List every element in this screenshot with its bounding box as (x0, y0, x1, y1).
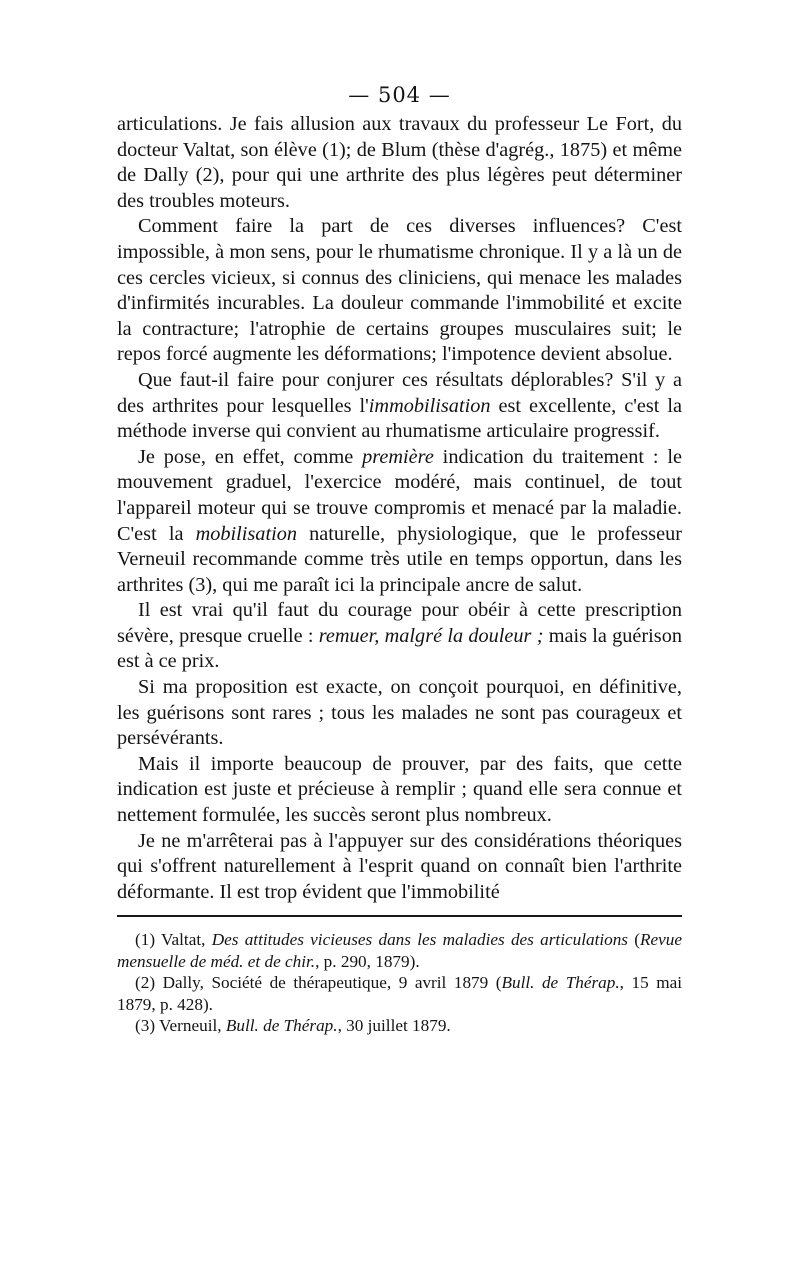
paragraph-5 (117, 598, 682, 675)
footnote-1 (117, 929, 682, 972)
footnote-1-text-b: ( (628, 930, 641, 950)
footnote-3-journal: Bull. de Thérap. (225, 1016, 338, 1036)
paragraph-4-emphasis-1: première (362, 445, 434, 468)
paragraph-5-text-a: Il est vrai qu'il faut du courage pour obéir à cette prescription sévère, presque cruelle : (117, 599, 682, 647)
paragraph-7: Mais il importe beaucoup de prouver, par des faits, que cette indication est juste et précieuse à remplir ; quand elle sera connue et nettement formulée, les succès seront plus nombreux. (117, 752, 682, 827)
paragraph-4 (117, 445, 682, 599)
page-number: — 504 — (348, 83, 451, 107)
paragraph-3 (117, 368, 682, 445)
paragraph-3-text-b: est excellente, c'est la méthode inverse qui convient au rhumatisme articulaire progressif. (117, 394, 682, 443)
footnote-1-text-a: (1) Valtat, (135, 930, 212, 950)
paragraph-4-text-a: Je pose, en effet, comme (138, 445, 363, 468)
footnote-1-journal: Revue mensuelle de méd. et de chir. (117, 930, 682, 971)
footnote-3-text-a: (3) Verneuil, (135, 1016, 226, 1036)
paragraph-1: articulations. Je fais allusion aux travaux du professeur Le Fort, du docteur Valtat, son élève (1); de Blum (thèse d'agrég., 1875) et même de Dally (2), pour qui une arthrite des plus légères peut déterminer des troubles moteurs. (117, 113, 682, 212)
footnote-1-text-c: , p. 290, 1879). (315, 951, 420, 971)
footnote-2-text-b: , 15 mai 1879, p. 428). (117, 973, 682, 1014)
footnote-3 (117, 1015, 682, 1037)
paragraph-4-emphasis-2: mobilisation (195, 522, 297, 545)
footnote-divider (117, 915, 682, 917)
book-page (117, 82, 682, 1037)
footnote-2 (117, 972, 682, 1015)
footnote-3-text-b: , 30 juillet 1879. (337, 1016, 451, 1036)
paragraph-4-text-c: naturelle, physiologique, que le professeur Verneuil recommande comme très utile en temps opportun, dans les arthrites (3), qui me paraît ici la principale ancre de salut. (117, 522, 682, 596)
paragraph-4-text-b: indication du traitement : le mouvement graduel, l'exercice modéré, mais continuel, de tout l'appareil moteur qui se trouve compromis et menacé par la maladie. C'est la (117, 445, 682, 545)
paragraph-3-emphasis: immobilisation (368, 394, 491, 417)
footnote-2-text-a: (2) Dally, Société de thérapeutique, 9 avril 1879 ( (135, 973, 502, 993)
footnote-2-journal: Bull. de Thérap. (501, 973, 620, 993)
paragraph-2: Comment faire la part de ces diverses influences? C'est impossible, à mon sens, pour le rhumatisme chronique. Il y a là un de ces cercles vicieux, si connus des cliniciens, qui menace les malades d'infirmités incurables. La douleur commande l'immobilité et excite la contracture; l'atrophie de certains groupes musculaires suit; le repos forcé augmente les déformations; l'impotence devient absolue. (117, 215, 682, 366)
footnotes (117, 929, 682, 1037)
body-text (117, 112, 682, 905)
paragraph-5-emphasis: remuer, malgré la douleur ; (318, 624, 544, 647)
paragraph-6: Si ma proposition est exacte, on conçoit pourquoi, en définitive, les guérisons sont rares ; tous les malades ne sont pas courageux et persévérants. (117, 676, 682, 750)
footnote-1-title: Des attitudes vicieuses dans les maladies des articulations (211, 930, 628, 950)
paragraph-3-text-a: Que faut-il faire pour conjurer ces résultats déplorables? S'il y a des arthrites pour lesquelles l' (117, 368, 682, 417)
paragraph-5-text-b: mais la guérison est à ce prix. (117, 624, 682, 673)
paragraph-8: Je ne m'arrêterai pas à l'appuyer sur des considérations théoriques qui s'offrent naturellement à l'esprit quand on connaît bien l'arthrite déformante. Il est trop évident que l'immobilité (117, 829, 682, 903)
